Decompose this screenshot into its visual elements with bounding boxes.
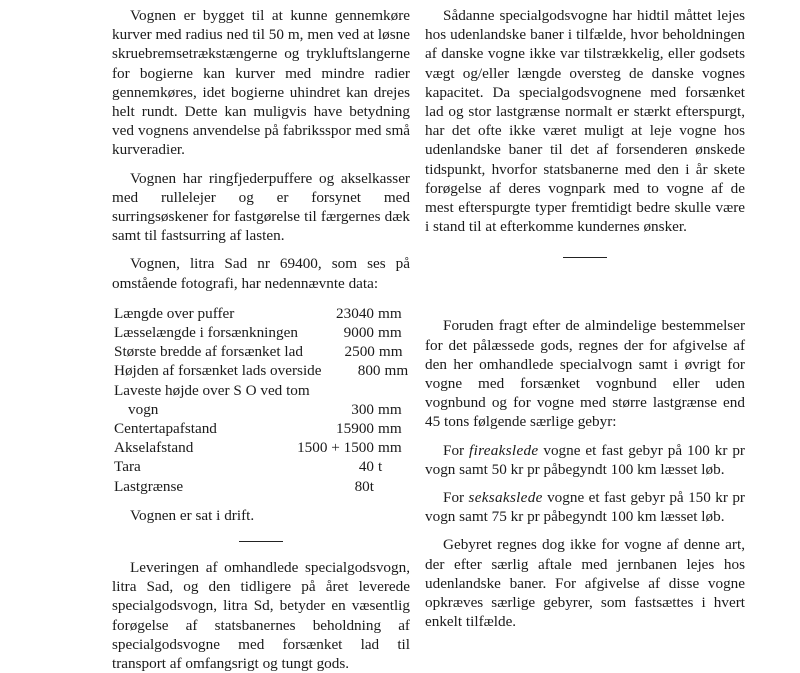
paragraph-buffers: Vognen har ringfjederpuffere og akselkasser med rullelejer og er forsynet med surringsøskener for fastgørelse til færgernes dæk samt til fastsurring af lasten.: [112, 169, 410, 245]
spec-unit: mm: [378, 400, 402, 418]
paragraph-four-axle-fee: For fireakslede vogne et fast gebyr på 100 kr pr vogn samt 50 kr pr påbegyndt 100 km læsset løb.: [425, 441, 745, 478]
spec-value: 2500: [344, 343, 375, 361]
spec-row: [114, 419, 410, 438]
spec-label: Lastgrænse: [114, 477, 184, 495]
spec-label: Største bredde af forsænket lad: [114, 343, 303, 361]
spec-row: [114, 342, 410, 361]
paragraph-delivery: Leveringen af omhandlede specialgodsvogn, litra Sad, og den tidligere på året leverede specialgodsvogn, litra Sd, betyder en væsentlig forøgelse af statsbanernes beholdning af specialgodsvogne med forsænket lad til transport af omfangsrigt og tungt gods.: [112, 558, 410, 672]
spec-label: vogn: [128, 400, 159, 418]
spec-unit: mm: [378, 439, 402, 457]
spec-label: Tara: [114, 458, 141, 476]
spec-label: Akselafstand: [114, 439, 194, 457]
spec-value: 9000: [343, 324, 374, 342]
section-divider: [239, 541, 283, 542]
spec-value: 1500 + 1500: [297, 439, 374, 457]
right-column: [425, 6, 745, 631]
spec-value: 40: [358, 458, 374, 476]
spec-label: Længde over puffer: [114, 304, 235, 322]
spec-label: Højden af forsænket lads overside: [114, 362, 322, 380]
spec-row: [114, 361, 410, 380]
spec-label: Læsselængde i forsænkningen: [114, 324, 298, 342]
paragraph-data-intro: Vognen, litra Sad nr 69400, som ses på omstående fotografi, har nedennævnte data:: [112, 255, 410, 292]
paragraph-curve-radius: Vognen er bygget til at kunne gennemkøre kurver med radius ned til 50 m, men ved at løsne skruebremsetrækstængerne og trykluftslangerne for bogierne kan kurver med mindre radier gennemkøres, idet bogierne uhindret kan drejes helt rundt. Dette kan muligvis have betydning ved vognens anvendelse på fabriksspor med små kurveradier.: [112, 7, 410, 159]
paragraph-in-service: Vognen er sat i drift.: [130, 506, 255, 524]
spec-unit: mm: [378, 324, 402, 342]
spec-table: [112, 304, 410, 496]
spec-unit: t: [378, 458, 383, 476]
spec-row: [114, 477, 410, 496]
spec-unit: mm: [378, 304, 402, 322]
spec-value: 800: [357, 362, 381, 380]
spec-row: [114, 323, 410, 342]
spec-value: 15900: [336, 419, 374, 437]
left-column: [112, 6, 410, 673]
spec-row: [114, 381, 410, 400]
spec-unit: mm: [378, 343, 403, 361]
spec-row: [114, 400, 410, 419]
emphasis-six-axle: seksakslede: [468, 489, 543, 507]
paragraph-six-axle-fee: For seksakslede vogne et fast gebyr på 150 kr pr vogn samt 75 kr pr påbegyndt 100 km læsset løb.: [425, 489, 745, 526]
paragraph-fee-exception: Gebyret regnes dog ikke for vogne af denne art, der efter særlig aftale med jernbanen lejes hos udenlandske baner. For afgivelse af disse vogne opkræves særlige gebyrer, som fastsættes i hvert enkelt tilfælde.: [425, 536, 745, 631]
spec-row: [114, 457, 410, 476]
spec-unit: mm: [378, 419, 402, 437]
spec-value: 23040: [336, 304, 374, 322]
spec-value: 300: [351, 400, 374, 418]
spec-label: Laveste højde over S O ved tom: [114, 381, 310, 399]
spec-row: [114, 304, 410, 323]
spec-unit: mm: [384, 362, 409, 380]
spec-label: Centertapafstand: [114, 419, 217, 437]
spec-row: [114, 438, 410, 457]
emphasis-four-axle: fireakslede: [469, 441, 539, 459]
paragraph-rental: Sådanne specialgodsvogne har hidtil måttet lejes hos udenlandske baner i tilfælde, hvor beholdningen af danske vogne ikke var tilstrækkelig, eller godsets vægt og/eller længde oversteg de danske vognes kapacitet. Da specialgodsvognene med forsænket lad og stor lastgrænse normalt er stærkt efterspurgt, har det ofte ikke været muligt at leje vogne hos udenlandske baner til det af forsenderen ønskede tidspunkt, hvorfor statsbanerne med den i år skete forøgelse af deres vognpark med to vogne af de mest efterspurgte typer fremtidigt bedre skulle være i stand til at efterkomme kundernes ønsker.: [425, 7, 745, 236]
paragraph-fees-intro: Foruden fragt efter de almindelige bestemmelser for det pålæssede gods, regnes der for afgivelse af den her omhandlede specialvogn samt i øvrigt for vogne med forsænket vognbund eller uden vognbund og for vogne med større lastgrænse end 45 tons følgende særlige gebyr:: [425, 317, 745, 431]
spec-value: 80t: [354, 477, 374, 495]
